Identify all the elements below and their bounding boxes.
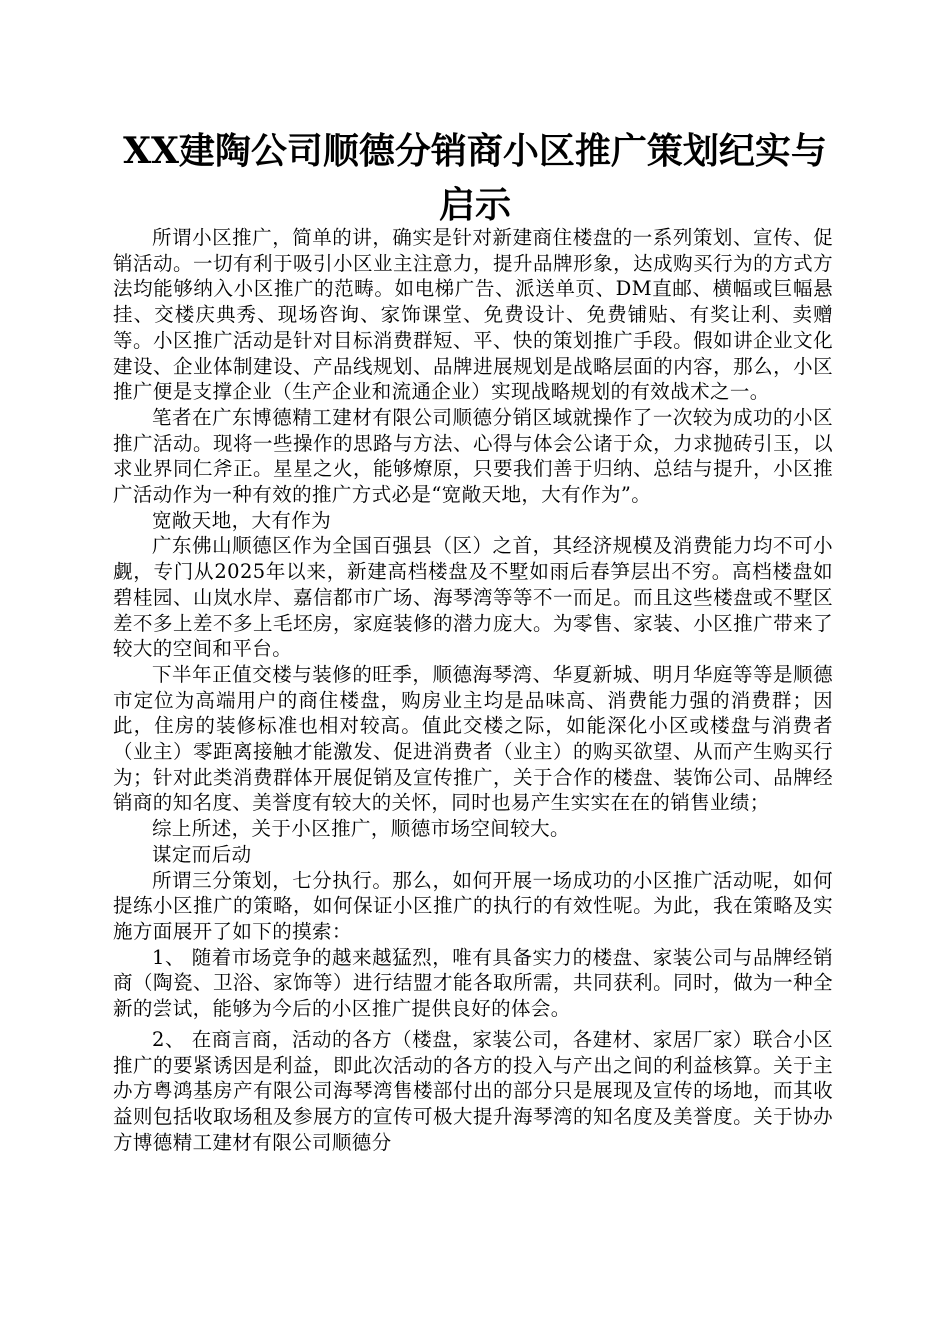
section-heading-plan-first: 谋定而后动 [152, 842, 252, 866]
section-heading-wide-world: 宽敞天地，大有作为 [152, 508, 332, 532]
document-title: XX建陶公司顺德分销商小区推广策划纪实与启示 [123, 130, 827, 226]
paragraph-second-half-year: 下半年正值交楼与装修的旺季，顺德海琴湾、华夏新城、明月华庭等等是顺德市定位为高端用户的商住楼盘，购房业主均是品味高、消费能力强的消费群；因此，住房的装修标准也相对较高。值此交楼之际，如能深化小区或楼盘与消费者（业主）零距离接触才能激发、促进消费者（业主）的购买欲望、从而产生购买行为；针对此类消费群体开展促销及宣传推广，关于合作的楼盘、装饰公司、品牌经销商的知名度、美誉度有较大的关怀，同时也易产生实实在在的销售业绩； [113, 662, 833, 815]
paragraph-author-experience: 笔者在广东博德精工建材有限公司顺德分销区域就操作了一次较为成功的小区推广活动。现将一些操作的思路与方法、心得与体会公诸于众，力求抛砖引玉，以求业界同仁斧正。星星之火，能够燎原，只要我们善于归纳、总结与提升，小区推广活动作为一种有效的推广方式必是“宽敞天地，大有作为”。 [113, 405, 833, 507]
paragraph-intro: 所谓小区推广，简单的讲，确实是针对新建商住楼盘的一系列策划、宣传、促销活动。一切有利于吸引小区业主注意力，提升品牌形象，达成购买行为的方式方法均能够纳入小区推广的范畴。如电梯广告、派送单页、DM直邮、横幅或巨幅悬挂、交楼庆典秀、现场咨询、家饰课堂、免费设计、免费铺贴、有奖让利、卖赠等。小区推广活动是针对目标消费群短、平、快的策划推广手段。假如讲企业文化建设、企业体制建设、产品线规划、品牌进展规划是战略层面的内容，那么，小区推广便是支撑企业（生产企业和流通企业）实现战略规划的有效战术之一。 [113, 226, 833, 404]
list-item-1: 1、 随着市场竞争的越来越猛烈，唯有具备实力的楼盘、家装公司与品牌经销商（陶瓷、卫浴、家饰等）进行结盟才能各取所需，共同获利。同时，做为一种全新的尝试，能够为今后的小区推广提供良好的体会。 [113, 945, 833, 1021]
document-body [113, 225, 833, 1155]
paragraph-summary: 综上所述，关于小区推广，顺德市场空间较大。 [152, 817, 570, 841]
paragraph-planning: 所谓三分策划，七分执行。那么，如何开展一场成功的小区推广活动呢，如何提练小区推广的策略，如何保证小区推广的执行的有效性呢。为此，我在策略及实施方面展开了如下的摸索： [113, 868, 833, 943]
paragraph-shunde-market: 广东佛山顺德区作为全国百强县（区）之首，其经济规模及消费能力均不可小觑，专门从2025年以来，新建高档楼盘及不墅如雨后春笋层出不穷。高档楼盘如碧桂园、山岚水岸、嘉信都市广场、海琴湾等等不一而足。而且这些楼盘或不墅区差不多上差不多上毛坯房，家庭装修的潜力庞大。为零售、家装、小区推广带来了较大的空间和平台。 [113, 534, 833, 661]
list-item-2: 2、 在商言商，活动的各方（楼盘，家装公司，各建材、家居厂家）联合小区推广的要紧诱因是利益，即此次活动的各方的投入与产出之间的利益核算。关于主办方粤鸿基房产有限公司海琴湾售楼部付出的部分只是展现及宣传的场地，而其收益则包括收取场租及参展方的宣传可极大提升海琴湾的知名度及美誉度。关于协办方博德精工建材有限公司顺德分 [113, 1027, 833, 1154]
